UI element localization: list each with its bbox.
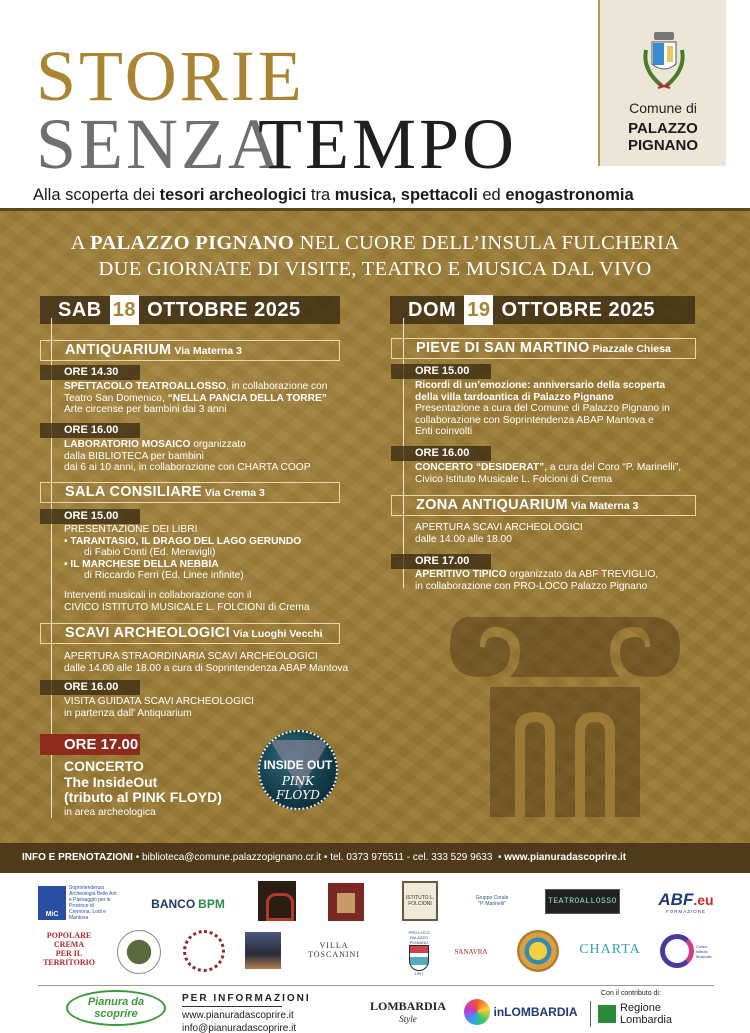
event-bold: SPETTACOLO TEATROALLOSSO xyxy=(64,381,227,392)
logo-text: PRO LOCO PALAZZO PIGNANO xyxy=(408,930,430,945)
pianura-da-scoprire-logo: Pianura da scoprire xyxy=(66,990,166,1026)
venue-name: ZONA ANTIQUARIUM xyxy=(416,497,568,513)
event-bold: Ricordi di un’emozione: anniversario della scoperta xyxy=(415,380,666,391)
divider xyxy=(38,985,714,986)
event-line xyxy=(415,392,670,404)
title-tempo: TEMPO xyxy=(258,104,518,184)
insideout-pink-floyd-logo xyxy=(258,730,338,810)
folcioni-institute-logo: ISTITUTO L. FOLCIONI xyxy=(402,881,438,921)
intro-text: NEL CUORE DELL’INSULA FULCHERIA xyxy=(294,232,680,254)
subtitle-text: ed xyxy=(477,186,506,204)
logo-text: PINK FLOYD xyxy=(276,774,320,802)
day-header-saturday xyxy=(40,296,340,324)
event-line: dalla BIBLIOTECA per bambini xyxy=(64,450,204,462)
event-line: APERTURA SCAVI ARCHEOLOGICI xyxy=(415,522,583,533)
logo-text: LOMBARDIA xyxy=(369,999,446,1013)
lombardia-style-logo xyxy=(366,998,450,1028)
title-storie: STORIE xyxy=(36,36,305,116)
church-logo xyxy=(328,883,364,921)
logo-text: FORMAZIONE xyxy=(666,908,706,914)
civico-istituto-logo xyxy=(660,931,716,971)
villa-toscanini-logo: VILLA TOSCANINI xyxy=(308,941,360,959)
per-info-website-link[interactable]: www.pianuradascoprire.it xyxy=(182,1010,294,1021)
intro-text: A xyxy=(70,232,91,254)
venue-zona-antiquarium xyxy=(391,495,696,516)
subtitle-bold: musica, spettacoli xyxy=(334,186,478,204)
logo-text: Style xyxy=(399,1014,417,1024)
logo-text: BPM xyxy=(198,897,225,911)
event-line: di Fabio Conti (Ed. Meravigli) xyxy=(84,547,216,559)
event-line: in partenza dall' Antiquarium xyxy=(64,707,192,719)
mic-logo xyxy=(35,885,120,921)
event-bold: CONCERTO “DESIDERAT” xyxy=(415,462,545,473)
event-description xyxy=(415,380,670,438)
logo-text: 1997 xyxy=(414,971,424,976)
event-line xyxy=(415,569,658,581)
event-line: Presentazione a cura del Comune di Palazzo Pignano in xyxy=(415,403,670,415)
venue-sala-consiliare xyxy=(40,482,340,503)
venue-address: Via Materna 3 xyxy=(570,500,639,512)
venue-name: SCAVI ARCHEOLOGICI xyxy=(65,625,230,641)
subtitle-bold: tesori archeologici xyxy=(159,186,307,204)
starburst-icon xyxy=(464,999,490,1025)
seal-logo xyxy=(117,930,161,974)
subtitle xyxy=(33,186,634,205)
event-description xyxy=(415,569,658,592)
coro-marinelli-logo: Gruppo Corale "P. Marinelli" xyxy=(475,895,509,907)
abf-wordmark xyxy=(658,891,713,909)
info-website-link[interactable]: www.pianuradascoprire.it xyxy=(504,852,627,863)
regione-lombardia-logo xyxy=(600,1001,670,1027)
day-number: 18 xyxy=(110,295,139,325)
event-line: di Riccardo Ferri (Ed. Linee infinite) xyxy=(84,570,244,582)
venue-address: Via Luoghi Vecchi xyxy=(232,628,323,640)
concert-title xyxy=(64,759,222,806)
event-bold: APERITIVO TIPICO xyxy=(415,569,507,580)
comune-name xyxy=(600,120,726,154)
abf-logo xyxy=(655,883,717,921)
book-title: • IL MARCHESE DELLA NEBBIA xyxy=(64,558,219,570)
logo-text: PER IL TERRITORIO xyxy=(43,949,95,967)
event-description xyxy=(64,696,254,719)
mic-text: Soprintendenza Archeologia Belle Arti e Paesaggio per le Province di Cremona, Lodi e Mantova xyxy=(69,885,117,921)
per-info-title: PER INFORMAZIONI xyxy=(182,993,311,1004)
event-line xyxy=(64,393,327,405)
event-text: organizzato xyxy=(190,439,246,450)
info-label: INFO E PRENOTAZIONI xyxy=(22,852,133,863)
event-bold: “NELLA PANCIA DELLA TORRE” xyxy=(167,392,327,404)
logo-text: Civico Istituto Musicale xyxy=(696,943,712,959)
photo-logo xyxy=(245,932,281,969)
event-line xyxy=(64,381,327,393)
concert-time-tag: ORE 17.00 xyxy=(40,734,140,755)
sanavra-logo: SANAVRA xyxy=(454,948,488,956)
day-name: DOM xyxy=(408,299,457,321)
concert-line: (tributo al PINK FLOYD) xyxy=(64,789,222,805)
teatroallosso-logo: TEATROALLOSSO xyxy=(545,889,620,914)
banco-bpm-logo xyxy=(152,893,224,915)
circle-icon xyxy=(660,934,694,968)
day-number: 19 xyxy=(464,295,493,325)
event-line: Civico Istituto Musicale L. Folcioni di Crema xyxy=(415,473,613,485)
logo-text: POPOLARE CREMA xyxy=(46,931,92,949)
mic-badge: MiC xyxy=(38,886,66,920)
info-email-link[interactable]: biblioteca@comune.palazzopignano.cr.it xyxy=(142,852,322,863)
time-tag: ORE 15.00 xyxy=(391,364,491,379)
venue-name: PIEVE DI SAN MARTINO xyxy=(416,340,590,356)
concert-place: in area archeologica xyxy=(64,807,156,818)
event-line: dalle 14.00 alle 18.00 xyxy=(415,533,512,545)
intro-line-1 xyxy=(0,232,750,255)
event-line xyxy=(64,559,310,571)
event-line: Arte circense per bambini dai 3 anni xyxy=(64,404,227,416)
event-line xyxy=(64,536,310,548)
intro-bold: PALAZZO PIGNANO xyxy=(90,232,295,254)
divider xyxy=(590,1001,591,1027)
event-line xyxy=(64,439,311,451)
event-line: in collaborazione con PRO-LOCO Palazzo Pignano xyxy=(415,580,648,592)
venue-name: SALA CONSILIARE xyxy=(65,484,202,500)
subtitle-text: Alla scoperta dei xyxy=(33,186,160,204)
event-line: Interventi musicali in collaborazione con il xyxy=(64,589,252,601)
popolare-crema-logo xyxy=(35,931,103,967)
venue-address: Via Materna 3 xyxy=(174,345,242,357)
per-info-email-link[interactable]: info@pianuradascoprire.it xyxy=(182,1023,297,1033)
month-year: OTTOBRE 2025 xyxy=(147,299,301,321)
time-tag: ORE 14.30 xyxy=(40,365,140,380)
day-name: SAB xyxy=(58,299,102,321)
logo-text: .eu xyxy=(693,891,714,908)
time-tag: ORE 16.00 xyxy=(391,446,491,461)
in-lombardia-logo xyxy=(458,997,583,1027)
venue-antiquarium xyxy=(40,340,340,361)
contribution-label: Con il contributo di: xyxy=(601,990,661,997)
event-text: organizzato da ABF TREVIGLIO, xyxy=(506,569,659,580)
event-text: Teatro San Domenico, xyxy=(64,392,168,404)
venue-scavi-archeologici xyxy=(40,623,340,644)
shield-icon xyxy=(409,945,429,971)
concert-line: The InsideOut xyxy=(64,773,158,790)
logo-text: inLOMBARDIA xyxy=(493,1005,578,1019)
venue-address: Piazzale Chiesa xyxy=(592,343,671,355)
venue-address: Via Crema 3 xyxy=(204,487,265,499)
rosa-camuna-icon xyxy=(598,1005,616,1023)
event-description xyxy=(64,524,310,613)
time-tag: ORE 16.00 xyxy=(40,423,140,438)
logo-text: ABF xyxy=(658,889,694,909)
venue-name: ANTIQUARIUM xyxy=(65,342,172,358)
event-line: VISITA GUIDATA SCAVI ARCHEOLOGICI xyxy=(64,696,255,707)
event-bold: LABORATORIO MOSAICO xyxy=(64,439,191,450)
time-tag: ORE 17.00 xyxy=(391,554,491,569)
event-bold: della villa tardoantica di Palazzo Pignano xyxy=(415,391,614,403)
event-description xyxy=(64,381,327,416)
event-line: CIVICO ISTITUTO MUSICALE L. FOLCIONI di Crema xyxy=(64,601,310,613)
event-description xyxy=(64,439,311,474)
concert-line: CONCERTO xyxy=(64,758,144,774)
arch-building-logo xyxy=(258,881,296,921)
title-senza: SENZA xyxy=(36,104,283,184)
book-title: • TARANTASIO, IL DRAGO DEL LAGO GERUNDO xyxy=(64,535,302,547)
charta-logo: CHARTA xyxy=(579,942,641,957)
event-line: APERTURA STRAORDINARIA SCAVI ARCHEOLOGICI xyxy=(64,651,318,662)
divider xyxy=(0,208,750,211)
logo-text: Lombardia xyxy=(620,1014,672,1026)
venue-pieve-san-martino xyxy=(391,338,696,359)
event-text: , in collaborazione con xyxy=(226,381,328,392)
time-tag: ORE 15.00 xyxy=(40,509,140,524)
comune-label: Comune di xyxy=(629,100,697,116)
comune-name-line: PIGNANO xyxy=(627,137,698,154)
subtitle-bold: enogastronomia xyxy=(505,186,634,204)
medal-emblem-logo xyxy=(517,930,559,972)
event-line xyxy=(415,462,681,474)
event-line: collaborazione con Soprintendenza ABAP Mantova e xyxy=(415,414,654,426)
event-text: , a cura del Coro “P. Marinelli”, xyxy=(544,462,682,473)
event-line: Enti coinvolti xyxy=(415,426,473,438)
municipal-crest-icon xyxy=(636,30,692,94)
info-phones: tel. 0373 975511 - cel. 333 529 9633 xyxy=(330,852,493,863)
spacer xyxy=(64,582,310,590)
comune-name-line: PALAZZO xyxy=(628,120,698,137)
proloco-logo xyxy=(402,928,436,978)
event-description xyxy=(415,522,583,545)
subtitle-text: tra xyxy=(306,186,335,204)
logo-text: Regione xyxy=(620,1002,661,1014)
comune-badge xyxy=(598,0,726,166)
sponsors-area xyxy=(0,873,750,1033)
event-line: PRESENTAZIONE DEI LIBRI xyxy=(64,524,198,535)
month-year: OTTOBRE 2025 xyxy=(501,299,656,321)
event-description xyxy=(64,651,348,674)
intro-line-2: DUE GIORNATE DI VISITE, TEATRO E MUSICA DAL VIVO xyxy=(98,258,652,280)
ionic-column-icon xyxy=(450,607,680,822)
event-line: dai 6 ai 10 anni, in collaborazione con CHARTA COOP xyxy=(64,462,311,474)
divider xyxy=(182,1006,282,1007)
flower-emblem-logo xyxy=(183,930,225,972)
time-tag: ORE 16.00 xyxy=(40,680,140,695)
logo-text: BANCO xyxy=(151,897,196,911)
event-description xyxy=(415,462,681,485)
logo-text: INSIDE OUT xyxy=(263,758,333,772)
event-line xyxy=(415,380,670,392)
day-header-sunday xyxy=(390,296,695,324)
logo-text-block xyxy=(620,1002,672,1026)
info-bar: INFO E PRENOTAZIONI • biblioteca@comune.palazzopignano.cr.it • tel. 0373 975511 - cel. 333 529 9633 • www.pianuradascoprire.it xyxy=(0,843,750,873)
poster-header xyxy=(0,0,750,210)
event-line: dalle 14.00 alle 18.00 a cura di Soprintendenza ABAP Mantova xyxy=(64,662,349,674)
